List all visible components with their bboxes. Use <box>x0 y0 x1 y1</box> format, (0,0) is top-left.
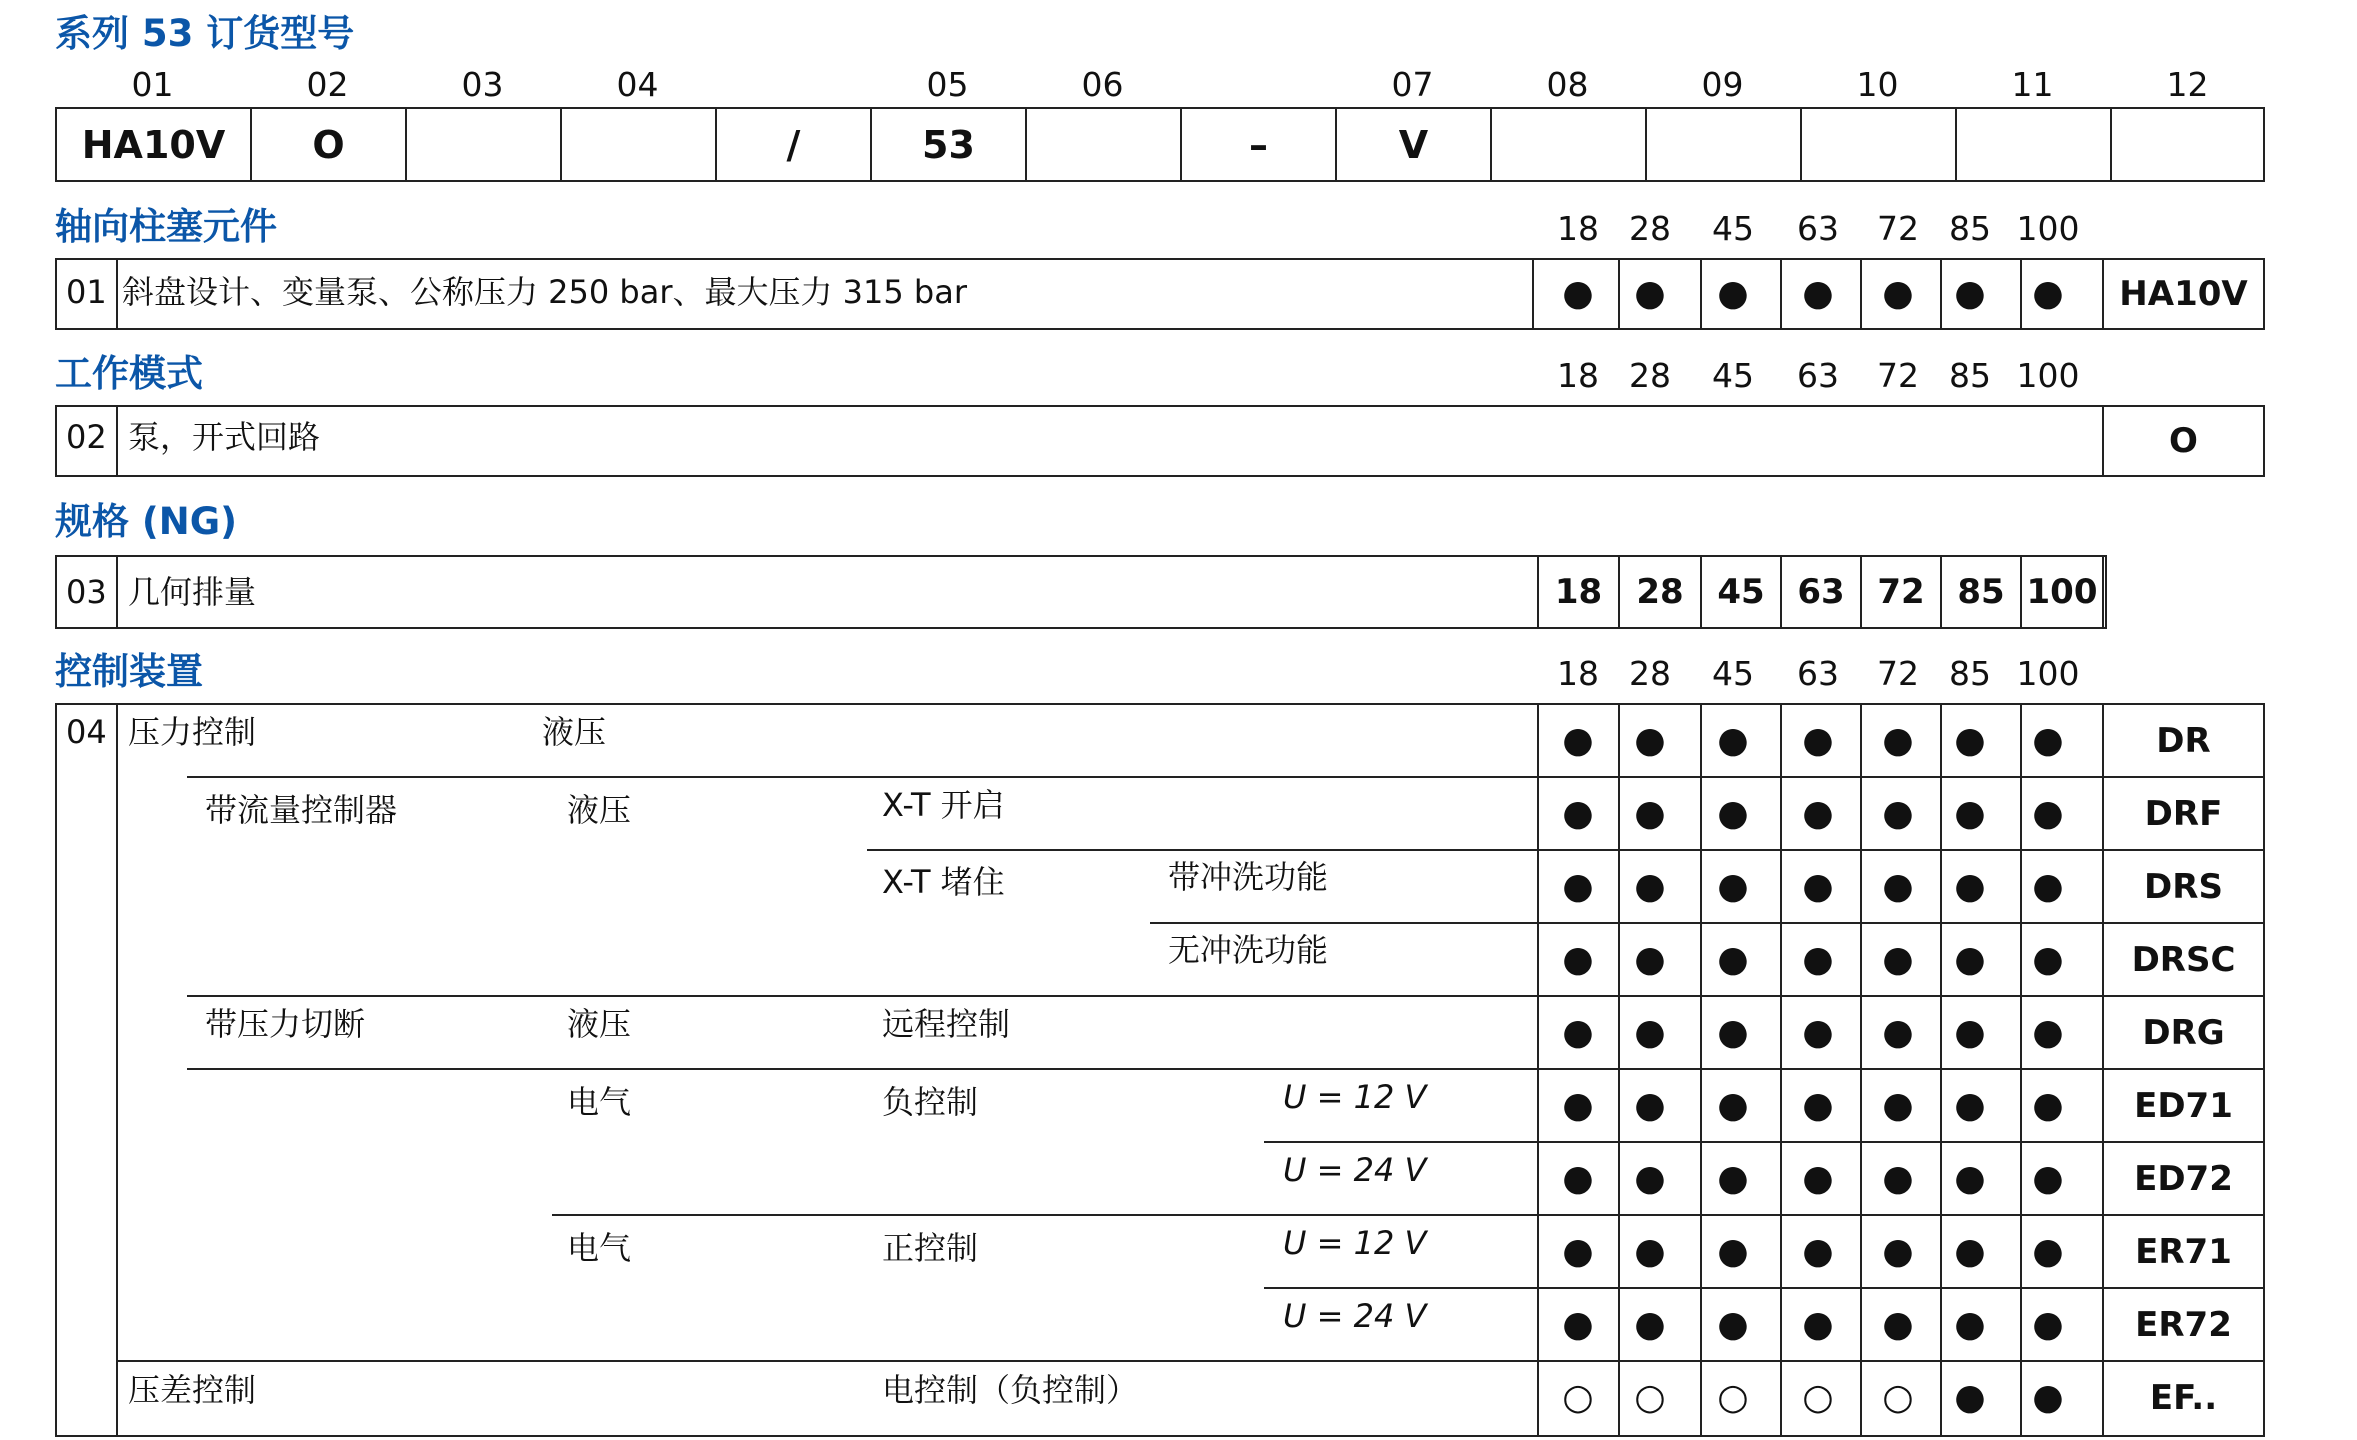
mark-ER71-72: ● <box>1882 1231 1914 1272</box>
label-xt-plugged: X-T 堵住 <box>882 863 1005 901</box>
hline-marks-9 <box>1537 1360 2265 1362</box>
size-h4-72: 72 <box>1877 654 1919 693</box>
code-ed71: ED71 <box>2134 1086 2233 1126</box>
mark-DRS-72: ● <box>1882 866 1914 907</box>
order-cell-13 <box>1955 107 2112 182</box>
mark-DR-85: ● <box>1954 720 1986 761</box>
mark-DR-28: ● <box>1634 720 1666 761</box>
mark-ED71-28: ● <box>1634 1085 1666 1126</box>
hline-label-8 <box>1264 1287 1537 1289</box>
hline-marks-3 <box>1537 922 2265 924</box>
mark-01-72: ● <box>1882 273 1914 314</box>
label-diff-pressure-control: 压差控制 <box>128 1371 257 1409</box>
code-ed72: ED72 <box>2134 1159 2233 1199</box>
mark-DR-45: ● <box>1717 720 1749 761</box>
order-cell-1: HA10V <box>55 107 252 182</box>
size-h1-18: 18 <box>1557 209 1599 248</box>
mark-01-18: ● <box>1562 273 1594 314</box>
mark-DRG-28: ● <box>1634 1012 1666 1053</box>
mark-ER71-63: ● <box>1802 1231 1834 1272</box>
mark-ER71-45: ● <box>1717 1231 1749 1272</box>
code-o: O <box>2169 421 2198 461</box>
size-box-45: 45 <box>1700 555 1782 629</box>
code-drg: DRG <box>2142 1013 2225 1053</box>
mark-DRSC-28: ● <box>1634 939 1666 980</box>
mark-DRG-18: ● <box>1562 1012 1594 1053</box>
label-pressure-control: 压力控制 <box>128 713 257 751</box>
position-label-11: 11 <box>2011 65 2054 104</box>
order-cell-9: V <box>1335 107 1492 182</box>
label-u12-a: U = 12 V <box>1283 1078 1427 1116</box>
mark-DRSC-45: ● <box>1717 939 1749 980</box>
hline-marks-2 <box>1537 849 2265 851</box>
mark-DRG-100: ● <box>2032 1012 2064 1053</box>
row-desc-03: 几何排量 <box>128 573 257 611</box>
mark-ER71-85: ● <box>1954 1231 1986 1272</box>
order-cell-4 <box>560 107 717 182</box>
mark-ED72-63: ● <box>1802 1158 1834 1199</box>
label-without-flush: 无冲洗功能 <box>1168 931 1329 969</box>
order-cell-3 <box>405 107 562 182</box>
size-h1-28: 28 <box>1629 209 1671 248</box>
mark-ED72-85: ● <box>1954 1158 1986 1199</box>
position-label-09: 09 <box>1701 65 1744 104</box>
hline-marks-5 <box>1537 1068 2265 1070</box>
size-h4-45: 45 <box>1712 654 1754 693</box>
mark-DRF-18: ● <box>1562 793 1594 834</box>
mark-ER71-28: ● <box>1634 1231 1666 1272</box>
row-num-03: 03 <box>66 573 107 611</box>
hline-label-1 <box>187 776 1537 778</box>
size-h2-100: 100 <box>2016 356 2080 395</box>
label-hydraulic-1: 液压 <box>542 713 607 751</box>
mark-DRSC-72: ● <box>1882 939 1914 980</box>
position-label-12: 12 <box>2166 65 2209 104</box>
size-h2-85: 85 <box>1949 356 1991 395</box>
mark-EF-18: ○ <box>1562 1377 1594 1418</box>
label-with-pressure-cutoff: 带压力切断 <box>205 1005 366 1043</box>
mark-01-100: ● <box>2032 273 2064 314</box>
label-positive-control: 正控制 <box>882 1229 979 1267</box>
size-box-100: 100 <box>2020 555 2104 629</box>
size-h4-85: 85 <box>1949 654 1991 693</box>
size-h4-63: 63 <box>1797 654 1839 693</box>
order-cell-14 <box>2110 107 2265 182</box>
code-drf: DRF <box>2144 794 2223 834</box>
size-h1-45: 45 <box>1712 209 1754 248</box>
mark-ER72-18: ● <box>1562 1304 1594 1345</box>
mark-DRG-85: ● <box>1954 1012 1986 1053</box>
mark-ED72-18: ● <box>1562 1158 1594 1199</box>
mark-ED72-28: ● <box>1634 1158 1666 1199</box>
mark-DRS-100: ● <box>2032 866 2064 907</box>
divider-01-5 <box>2020 258 2022 330</box>
code-er71: ER71 <box>2135 1232 2232 1272</box>
mark-01-28: ● <box>1634 273 1666 314</box>
mark-DR-18: ● <box>1562 720 1594 761</box>
size-box-18: 18 <box>1537 555 1620 629</box>
mark-DR-63: ● <box>1802 720 1834 761</box>
order-cell-6: 53 <box>870 107 1027 182</box>
hline-label-4 <box>187 995 1537 997</box>
hline-marks-6 <box>1537 1141 2265 1143</box>
mark-ER72-100: ● <box>2032 1304 2064 1345</box>
row-num-01: 01 <box>66 273 107 311</box>
size-box-85: 85 <box>1940 555 2022 629</box>
row-num-02: 02 <box>66 418 107 456</box>
position-label-01: 01 <box>131 65 174 104</box>
size-h2-45: 45 <box>1712 356 1754 395</box>
order-cell-8: – <box>1180 107 1337 182</box>
section-title-control: 控制装置 <box>55 650 203 693</box>
mark-DRS-63: ● <box>1802 866 1834 907</box>
hline-label-9 <box>116 1360 1537 1362</box>
mark-ED72-100: ● <box>2032 1158 2064 1199</box>
position-label-02: 02 <box>306 65 349 104</box>
mark-01-45: ● <box>1717 273 1749 314</box>
position-label-10: 10 <box>1856 65 1899 104</box>
mark-DRS-28: ● <box>1634 866 1666 907</box>
mark-DRF-63: ● <box>1802 793 1834 834</box>
mark-EF-100: ● <box>2032 1377 2064 1418</box>
mark-DRF-85: ● <box>1954 793 1986 834</box>
size-box-72: 72 <box>1860 555 1942 629</box>
code-dr: DR <box>2156 721 2211 761</box>
mark-ER72-85: ● <box>1954 1304 1986 1345</box>
code-er72: ER72 <box>2135 1305 2232 1345</box>
mark-ER72-72: ● <box>1882 1304 1914 1345</box>
label-with-flow-controller: 带流量控制器 <box>205 791 398 829</box>
mark-DRS-18: ● <box>1562 866 1594 907</box>
order-cell-11 <box>1645 107 1802 182</box>
size-h4-100: 100 <box>2016 654 2080 693</box>
size-h4-18: 18 <box>1557 654 1599 693</box>
size-h1-72: 72 <box>1877 209 1919 248</box>
order-cell-5: / <box>715 107 872 182</box>
mark-DRF-28: ● <box>1634 793 1666 834</box>
divider-01-3 <box>1860 258 1862 330</box>
section-title-size: 规格 (NG) <box>55 500 238 543</box>
mark-DRSC-85: ● <box>1954 939 1986 980</box>
row-num-04: 04 <box>66 713 107 751</box>
mark-ED71-100: ● <box>2032 1085 2064 1126</box>
label-electric-control-negative: 电控制（负控制） <box>882 1371 1139 1409</box>
divider-01-2 <box>1780 258 1782 330</box>
mark-ED72-45: ● <box>1717 1158 1749 1199</box>
hline-label-3 <box>1150 922 1537 924</box>
mark-DRSC-18: ● <box>1562 939 1594 980</box>
label-electric-2: 电气 <box>567 1229 632 1267</box>
mark-ER72-28: ● <box>1634 1304 1666 1345</box>
order-cell-7 <box>1025 107 1182 182</box>
mark-DRSC-100: ● <box>2032 939 2064 980</box>
position-label-05: 05 <box>926 65 969 104</box>
mark-DRG-72: ● <box>1882 1012 1914 1053</box>
mark-DRSC-63: ● <box>1802 939 1834 980</box>
mark-ED71-72: ● <box>1882 1085 1914 1126</box>
label-xt-open: X-T 开启 <box>882 786 1005 824</box>
code-drs: DRS <box>2144 867 2223 907</box>
code-ef: EF.. <box>2149 1378 2218 1418</box>
section-box-02 <box>55 405 2265 477</box>
mark-ER71-18: ● <box>1562 1231 1594 1272</box>
mark-ED71-18: ● <box>1562 1085 1594 1126</box>
mark-ER71-100: ● <box>2032 1231 2064 1272</box>
label-negative-control: 负控制 <box>882 1083 979 1121</box>
mark-DRG-63: ● <box>1802 1012 1834 1053</box>
size-box-28: 28 <box>1618 555 1702 629</box>
mark-DRF-45: ● <box>1717 793 1749 834</box>
mark-EF-72: ○ <box>1882 1377 1914 1418</box>
mark-EF-28: ○ <box>1634 1377 1666 1418</box>
position-label-08: 08 <box>1546 65 1589 104</box>
size-h2-63: 63 <box>1797 356 1839 395</box>
mark-ER72-45: ● <box>1717 1304 1749 1345</box>
size-h2-28: 28 <box>1629 356 1671 395</box>
mark-DR-72: ● <box>1882 720 1914 761</box>
mark-DRF-100: ● <box>2032 793 2064 834</box>
mark-DRS-45: ● <box>1717 866 1749 907</box>
hline-label-5 <box>187 1068 1537 1070</box>
mark-01-63: ● <box>1802 273 1834 314</box>
size-h1-85: 85 <box>1949 209 1991 248</box>
size-h1-100: 100 <box>2016 209 2080 248</box>
mark-EF-45: ○ <box>1717 1377 1749 1418</box>
mark-ED71-45: ● <box>1717 1085 1749 1126</box>
size-h2-18: 18 <box>1557 356 1599 395</box>
label-u24-a: U = 24 V <box>1283 1151 1427 1189</box>
code-ha10v: HA10V <box>2119 274 2248 314</box>
section-title-operation-mode: 工作模式 <box>55 352 203 395</box>
hline-label-2 <box>867 849 1537 851</box>
mark-ER72-63: ● <box>1802 1304 1834 1345</box>
mark-DRF-72: ● <box>1882 793 1914 834</box>
hline-label-7 <box>552 1214 1537 1216</box>
label-u24-b: U = 24 V <box>1283 1297 1427 1335</box>
label-hydraulic-2: 液压 <box>567 791 632 829</box>
size-box-63: 63 <box>1780 555 1862 629</box>
row-desc-01: 斜盘设计、变量泵、公称压力 250 bar、最大压力 315 bar <box>122 273 968 311</box>
mark-EF-63: ○ <box>1802 1377 1834 1418</box>
hline-label-6 <box>1264 1141 1537 1143</box>
mark-EF-85: ● <box>1954 1377 1986 1418</box>
order-cell-2: O <box>250 107 407 182</box>
position-label-07: 07 <box>1391 65 1434 104</box>
row-desc-02: 泵，开式回路 <box>128 418 321 456</box>
divider-01-4 <box>1940 258 1942 330</box>
label-remote-control: 远程控制 <box>882 1005 1011 1043</box>
divider-01-0 <box>1618 258 1620 330</box>
label-with-flush: 带冲洗功能 <box>1168 858 1329 896</box>
label-hydraulic-3: 液压 <box>567 1005 632 1043</box>
size-h2-72: 72 <box>1877 356 1919 395</box>
page-title: 系列 53 订货型号 <box>55 12 355 55</box>
order-cell-10 <box>1490 107 1647 182</box>
label-u12-b: U = 12 V <box>1283 1224 1427 1262</box>
size-h1-63: 63 <box>1797 209 1839 248</box>
hline-marks-8 <box>1537 1287 2265 1289</box>
hline-marks-1 <box>1537 776 2265 778</box>
mark-ED71-85: ● <box>1954 1085 1986 1126</box>
hline-marks-7 <box>1537 1214 2265 1216</box>
size-h4-28: 28 <box>1629 654 1671 693</box>
label-electric-1: 电气 <box>567 1083 632 1121</box>
code-drsc: DRSC <box>2131 940 2236 980</box>
mark-DRS-85: ● <box>1954 866 1986 907</box>
mark-DRG-45: ● <box>1717 1012 1749 1053</box>
position-label-04: 04 <box>616 65 659 104</box>
mark-DR-100: ● <box>2032 720 2064 761</box>
mark-ED72-72: ● <box>1882 1158 1914 1199</box>
section-title-axial-piston: 轴向柱塞元件 <box>55 205 277 248</box>
hline-marks-4 <box>1537 995 2265 997</box>
mark-01-85: ● <box>1954 273 1986 314</box>
mark-ED71-63: ● <box>1802 1085 1834 1126</box>
order-cell-12 <box>1800 107 1957 182</box>
divider-01-1 <box>1700 258 1702 330</box>
position-label-03: 03 <box>461 65 504 104</box>
position-label-06: 06 <box>1081 65 1124 104</box>
